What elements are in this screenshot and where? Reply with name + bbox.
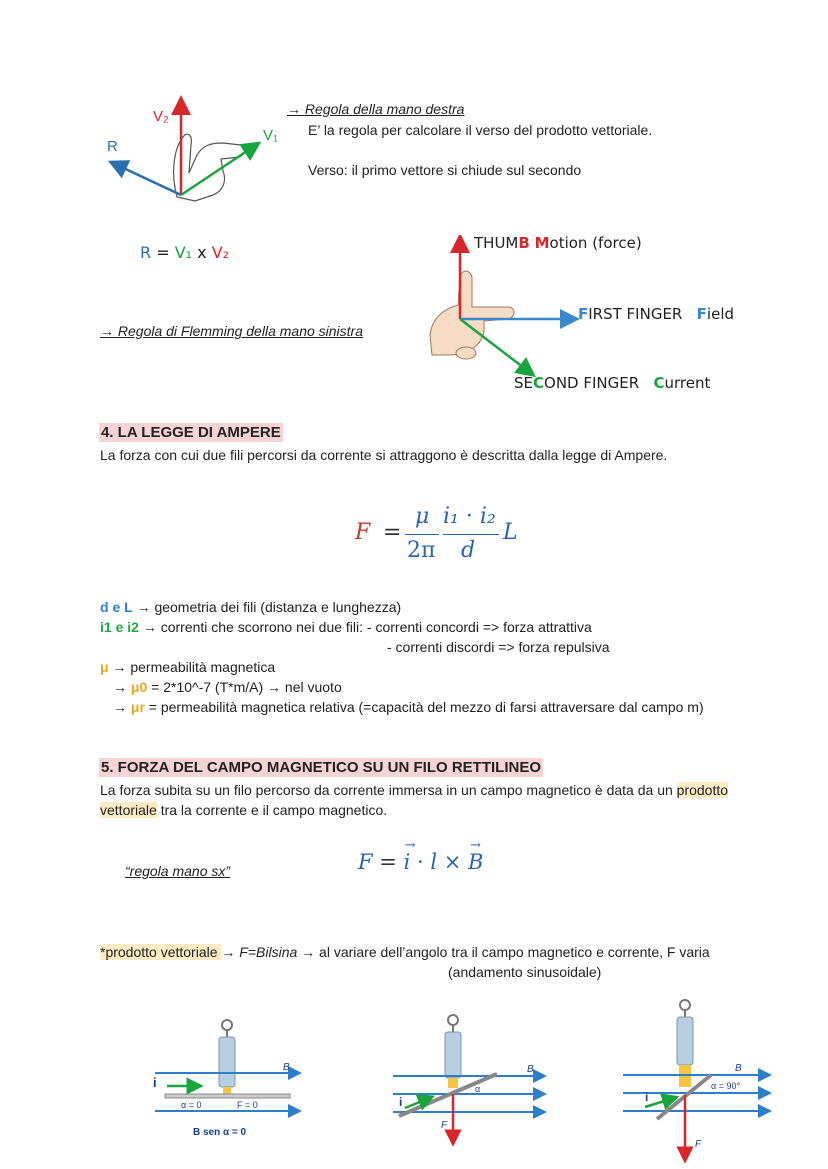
figure2-svg: [385, 1010, 550, 1155]
rule-label: “regola mano sx”: [125, 863, 231, 879]
fig1-alpha: α = 0: [181, 1100, 202, 1110]
current-arrow-3: [645, 1099, 671, 1107]
def-i: [100, 617, 592, 637]
fig3-b: B: [735, 1063, 742, 1074]
lorentz-dot: ·: [416, 850, 424, 874]
ampere-i1i2: i₁ · i₂: [443, 504, 496, 529]
ampere-2pi: 2π: [407, 538, 436, 563]
r-label: R: [107, 138, 118, 155]
second-pre: SE: [514, 374, 533, 392]
spring-hook: [222, 1020, 232, 1030]
second-hi: C: [533, 374, 545, 392]
fig3-i: i: [645, 1090, 649, 1104]
formula-x: x: [197, 243, 207, 262]
def-mu0-key: μ0: [130, 679, 148, 695]
figure3-svg: [615, 995, 775, 1165]
lorentz-l: l: [430, 850, 438, 874]
def-mu: [100, 657, 275, 677]
figure1-svg: [145, 1015, 315, 1155]
dynamometer: [219, 1037, 235, 1087]
second-tail: urrent: [664, 374, 711, 392]
lorentz-i: i: [403, 850, 411, 874]
v2-label: V₂: [153, 108, 169, 125]
figure-alpha-0: [145, 1015, 315, 1155]
formula-v1: V₁: [174, 243, 193, 262]
formula-r: R: [140, 243, 152, 262]
fig1-force: F = 0: [237, 1100, 258, 1110]
section5-note-line2: (andamento sinusoidale): [448, 964, 602, 980]
fig2-i: i: [399, 1095, 403, 1109]
lorentz-x: ×: [443, 850, 462, 874]
figure-alpha-90: [615, 995, 775, 1165]
left-hand: [430, 271, 514, 355]
section4-heading-text: 4. LA LEGGE DI AMPERE: [101, 424, 281, 441]
first-finger-label: [578, 305, 734, 323]
fig2-f: F: [441, 1120, 448, 1131]
first-pre: IRST FINGER: [588, 305, 688, 323]
spring-hook-3: [680, 1000, 690, 1010]
flemming-diagram: [420, 235, 600, 385]
intro1-hl: prodotto: [676, 782, 729, 798]
right-hand-svg: [95, 95, 295, 265]
fig1-b: B: [283, 1062, 290, 1073]
fig2-b: B: [527, 1064, 534, 1075]
section4-heading: [99, 424, 283, 441]
section5-note: [100, 942, 710, 962]
intro1-pre: La forza subita su un filo percorso da corrente immersa in un campo magnetico è data da un: [100, 782, 677, 798]
def-i-key: i1 e i2: [100, 619, 139, 635]
second-post: OND FINGER: [544, 374, 644, 392]
ampere-eq: =: [383, 520, 402, 545]
section5-heading-text: 5. FORZA DEL CAMPO MAGNETICO SU UN FILO RETTILINEO: [101, 759, 542, 776]
lorentz-lhs: F: [358, 850, 373, 874]
fig1-caption: B sen α = 0: [193, 1127, 247, 1138]
formula-eq: =: [156, 243, 170, 262]
ampere-L: L: [503, 520, 518, 545]
def-mu-key: μ: [100, 659, 109, 675]
second-mid: C: [653, 374, 665, 392]
v1-arrow: [181, 147, 253, 195]
second-finger-label: [514, 374, 710, 392]
first-mid: F: [696, 305, 707, 323]
note-hl: *prodotto vettoriale: [100, 944, 222, 960]
def-mur-arrow: →: [113, 699, 127, 715]
dynamometer-3: [677, 1017, 693, 1065]
dynamometer-2: [445, 1032, 461, 1078]
def-mur: [113, 697, 704, 717]
note-formula: F=Bilsina: [239, 944, 298, 960]
fig3-alpha: α = 90°: [711, 1081, 741, 1091]
thumb-mid: M: [534, 234, 550, 252]
fig1-i: i: [153, 1075, 157, 1090]
right-hand-diagram: [95, 95, 295, 265]
flemming-svg: [420, 235, 600, 385]
ampere-formula: [355, 500, 535, 570]
section5-intro1: [100, 780, 728, 800]
section5-heading: [99, 759, 543, 776]
r-arrow: [117, 165, 181, 195]
section4-intro: La forza con cui due fili percorsi da corrente si attraggono è descritta dalla legge di Ampere.: [100, 447, 668, 463]
def-mu0-text: = 2*10^-7 (T*m/A) → nel vuoto: [151, 679, 342, 695]
thumb-pre: THUM: [474, 234, 519, 252]
lorentz-b-wrap: → B: [468, 838, 484, 874]
intro2-post: tra la corrente e il campo magnetico.: [156, 802, 388, 818]
lorentz-B: B: [468, 850, 484, 874]
hand-outline: [174, 134, 245, 201]
ampere-d: d: [461, 538, 476, 563]
def-mu0-arrow: →: [113, 679, 127, 695]
note-arrow: →: [221, 944, 240, 960]
spring-hook-2: [448, 1015, 458, 1025]
note-rest: → al variare dell’angolo tra il campo magnetico e corrente, F varia: [297, 944, 710, 960]
formula-v2: V₂: [211, 243, 230, 262]
fig3-f: F: [695, 1139, 702, 1150]
thumb-post: otion (force): [549, 234, 642, 252]
right-hand-line2: Verso: il primo vettore si chiude sul secondo: [308, 162, 582, 178]
intro2-hl: vettoriale: [100, 802, 157, 818]
thumb-hi: B: [518, 234, 530, 252]
figure-alpha: [385, 1010, 550, 1155]
lorentz-i-wrap: → i: [403, 838, 416, 874]
first-hi: F: [578, 305, 589, 323]
dynamometer-tip-2: [448, 1078, 458, 1088]
lorentz-eq: =: [379, 850, 397, 874]
ampere-lhs: F: [355, 520, 371, 545]
right-hand-line1: E’ la regola per calcolare il verso del prodotto vettoriale.: [308, 122, 653, 138]
cross-product-formula: [140, 243, 229, 262]
thumb-label: [474, 234, 642, 252]
fig2-alpha: α: [475, 1084, 481, 1094]
section5-intro2: [100, 800, 387, 820]
fraction-bar-2: [443, 534, 499, 535]
wire: [165, 1094, 290, 1098]
def-mu0: [113, 677, 342, 697]
fraction-bar-1: [405, 534, 439, 535]
def-i-text: → correnti che scorrono nei due fili: - correnti concordi => forza attrattiva: [142, 619, 592, 635]
def-dl-text: → geometria dei fili (distanza e lunghezza): [136, 599, 402, 615]
right-hand-title: → Regola della mano destra: [287, 101, 465, 117]
def-dl-key: d e L: [100, 599, 133, 615]
def-mu-text: → permeabilità magnetica: [112, 659, 276, 675]
def-mur-key: μr: [130, 699, 145, 715]
lorentz-formula: [358, 838, 484, 874]
curled-finger: [456, 347, 476, 359]
def-mur-text: = permeabilità magnetica relativa (=capacità del mezzo di farsi attraversare dal campo m): [148, 699, 704, 715]
flemming-title: → Regola di Flemming della mano sinistra: [100, 323, 363, 339]
ampere-mu: μ: [415, 504, 430, 529]
def-dl: [100, 597, 401, 617]
def-i-text2: - correnti discordi => forza repulsiva: [387, 639, 610, 655]
first-post: ield: [706, 305, 735, 323]
v1-label: V₁: [263, 127, 279, 144]
